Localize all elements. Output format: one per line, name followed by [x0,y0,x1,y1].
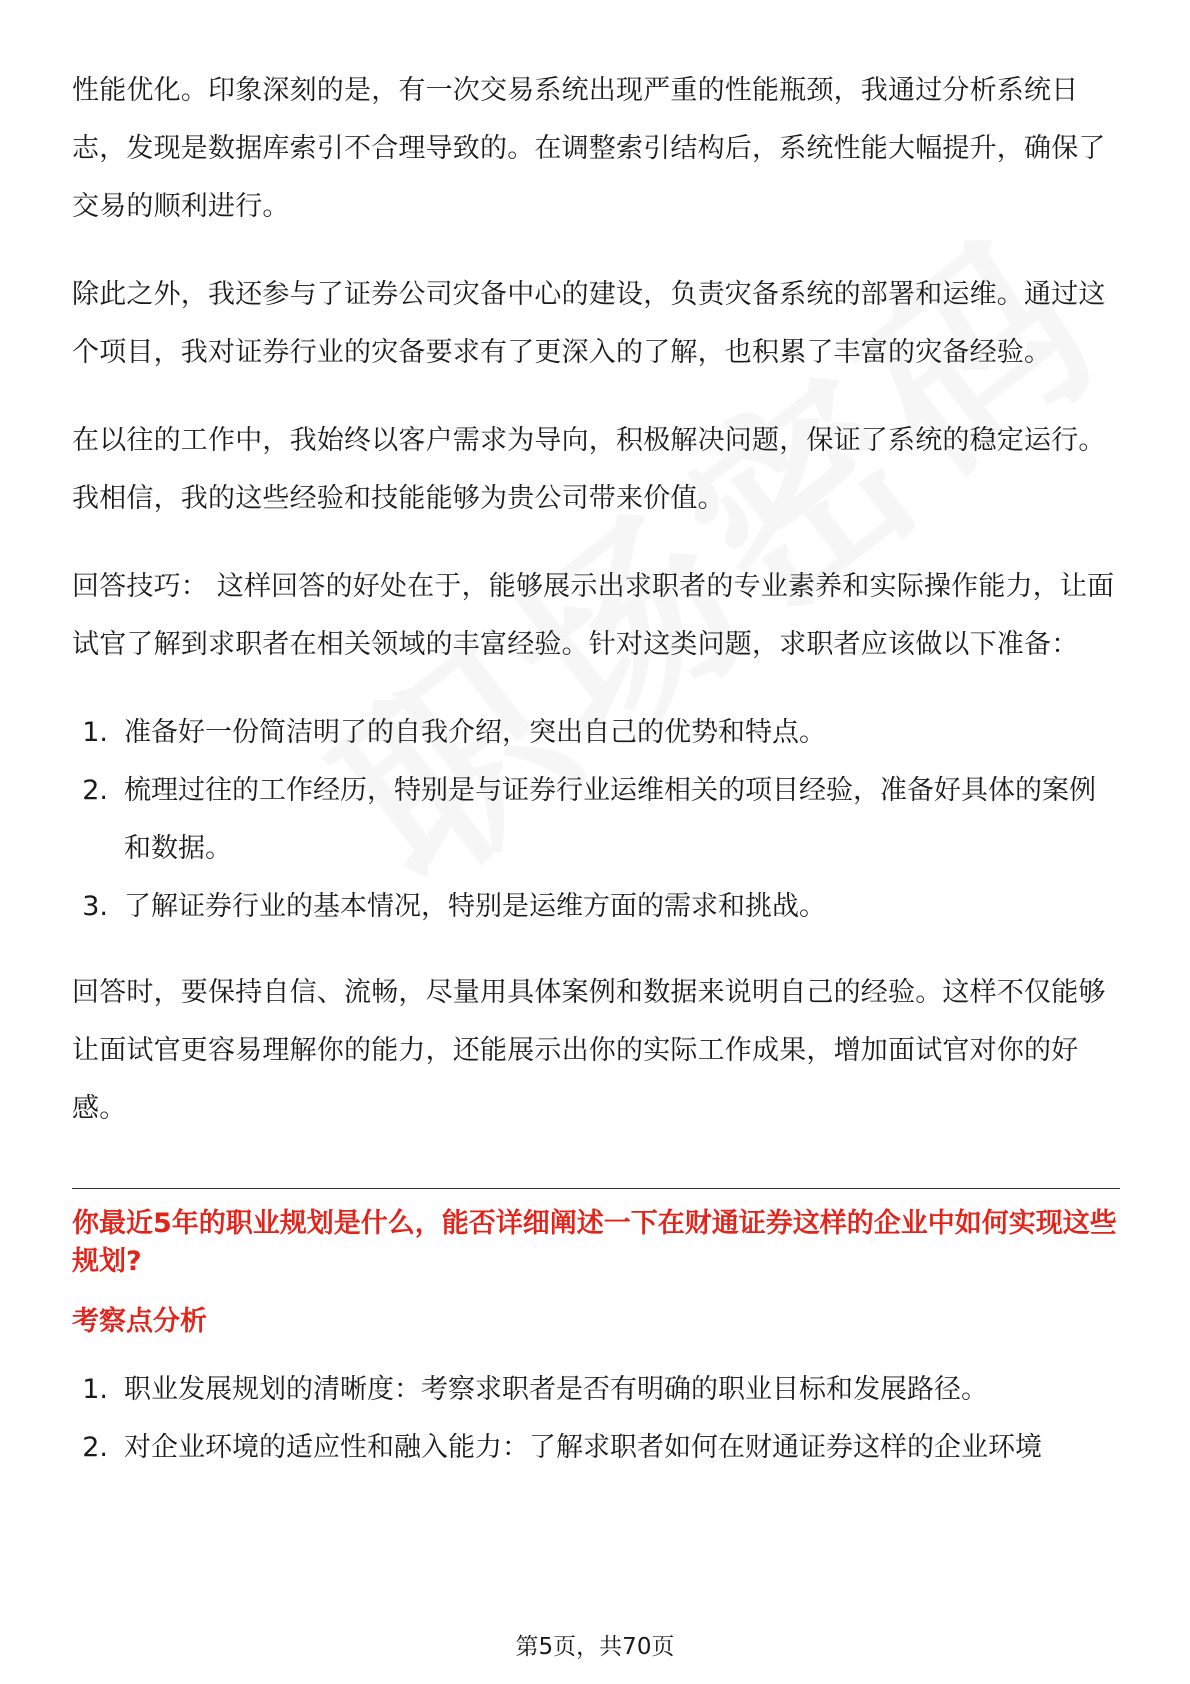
list-item [72,878,1120,936]
question-heading: 你最近5年的职业规划是什么，能否详细阐述一下在财通证券这样的企业中如何实现这些规划? [72,1208,1117,1277]
analysis-list [72,1361,1120,1477]
paragraph-disaster-recovery: 除此之外，我还参与了证券公司灾备中心的建设，负责灾备系统的部署和运维。通过这个项目，我对证券行业的灾备要求有了更深入的了解，也积累了丰富的灾备经验。 [72,279,1106,368]
list-text: 梳理过往的工作经历，特别是与证券行业运维相关的项目经验，准备好具体的案例和数据。 [124,775,1096,864]
prep-list [72,704,1120,936]
list-number: 3. [82,891,108,922]
list-text: 了解证券行业的基本情况，特别是运维方面的需求和挑战。 [124,891,826,922]
section-divider [72,1188,1120,1189]
list-number: 2. [82,1432,108,1463]
list-item [72,1419,1120,1477]
list-item [72,762,1120,878]
page-indicator: 第5页，共70页 [515,1634,675,1660]
list-number: 1. [82,1374,108,1405]
list-text: 准备好一份简洁明了的自我介绍，突出自己的优势和特点。 [124,717,826,748]
list-number: 2. [82,775,108,806]
list-text: 职业发展规划的清晰度：考察求职者是否有明确的职业目标和发展路径。 [124,1374,988,1405]
paragraph-closing: 回答时，要保持自信、流畅，尽量用具体案例和数据来说明自己的经验。这样不仅能够让面试官更容易理解你的能力，还能展示出你的实际工作成果，增加面试官对你的好感。 [72,977,1106,1124]
paragraph-performance: 性能优化。印象深刻的是，有一次交易系统出现严重的性能瓶颈，我通过分析系统日志，发现是数据库索引不合理导致的。在调整索引结构后，系统性能大幅提升，确保了交易的顺利进行。 [72,75,1106,222]
list-item [72,704,1120,762]
list-item [72,1361,1120,1419]
document-page [72,62,1120,1505]
list-number: 1. [82,717,108,748]
paragraph-answer-tips: 回答技巧： 这样回答的好处在于，能够展示出求职者的专业素养和实际操作能力，让面试官了解到求职者在相关领域的丰富经验。针对这类问题，求职者应该做以下准备： [72,571,1115,660]
list-text: 对企业环境的适应性和融入能力：了解求职者如何在财通证券这样的企业环境 [124,1432,1042,1463]
paragraph-customer-focus: 在以往的工作中，我始终以客户需求为导向，积极解决问题，保证了系统的稳定运行。我相信，我的这些经验和技能能够为贵公司带来价值。 [72,425,1106,514]
analysis-heading: 考察点分析 [72,1306,207,1337]
